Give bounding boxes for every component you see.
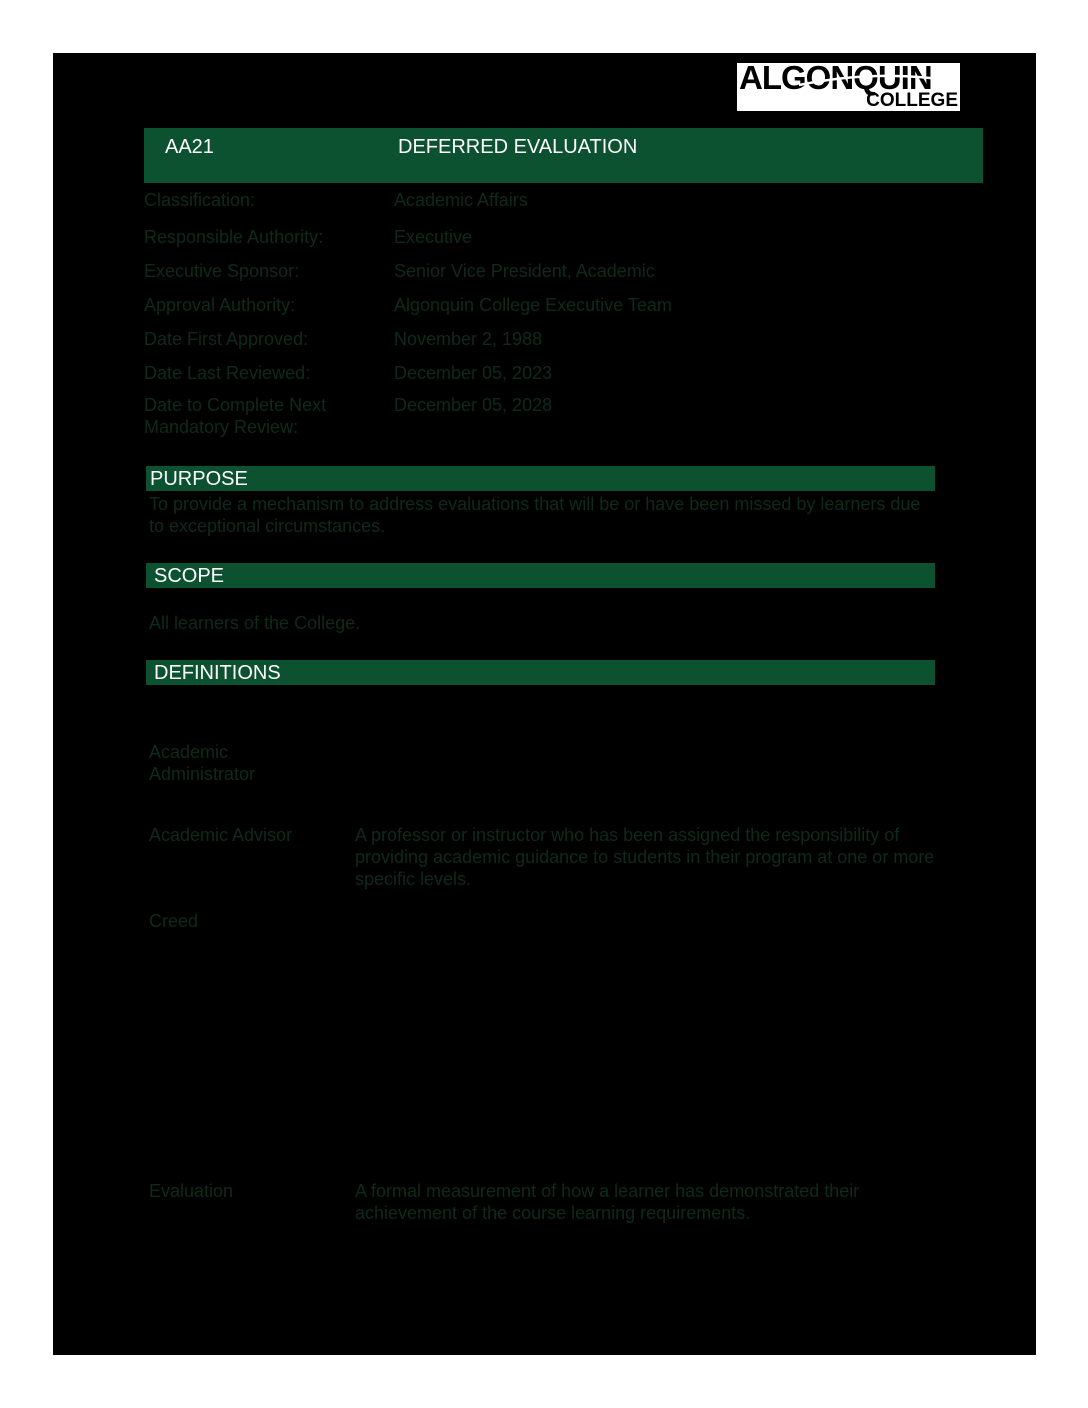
logo-line-2: COLLEGE bbox=[866, 90, 958, 111]
meta-label-executive-sponsor: Executive Sponsor: bbox=[144, 261, 300, 281]
meta-label-approval-authority: Approval Authority: bbox=[144, 295, 296, 315]
policy-title-bar bbox=[144, 128, 983, 183]
meta-value-responsible-authority: Executive bbox=[394, 227, 473, 247]
scope-text: All learners of the College. bbox=[149, 613, 361, 633]
purpose-heading: PURPOSE bbox=[150, 468, 248, 490]
policy-code: AA21 bbox=[165, 136, 214, 158]
meta-label-date-last-reviewed: Date Last Reviewed: bbox=[144, 363, 311, 383]
meta-value-classification: Academic Affairs bbox=[394, 190, 528, 210]
definition-term-academic-administrator: Academic Administrator bbox=[149, 742, 256, 784]
meta-value-next-review: December 05, 2028 bbox=[394, 395, 553, 415]
purpose-text: To provide a mechanism to address evaluations that will be or have been missed by learners due to exceptional circumstances. bbox=[149, 494, 921, 536]
document-page bbox=[53, 53, 1036, 1355]
algonquin-college-logo bbox=[737, 59, 960, 111]
meta-label-next-review: Date to Complete Next Mandatory Review: bbox=[144, 395, 327, 437]
meta-value-executive-sponsor: Senior Vice President, Academic bbox=[394, 261, 655, 281]
meta-value-date-first-approved: November 2, 1988 bbox=[394, 329, 543, 349]
definition-text-evaluation: A formal measurement of how a learner has demonstrated their achievement of the course learning requirements. bbox=[355, 1181, 860, 1223]
meta-label-classification: Classification: bbox=[144, 190, 256, 210]
meta-value-approval-authority: Algonquin College Executive Team bbox=[394, 295, 672, 315]
logo-swoosh-icon bbox=[797, 73, 957, 87]
policy-title: DEFERRED EVALUATION bbox=[398, 136, 638, 158]
definition-term-creed: Creed bbox=[149, 911, 199, 931]
purpose-section-header bbox=[146, 466, 935, 491]
scope-heading: SCOPE bbox=[154, 565, 225, 587]
definitions-heading: DEFINITIONS bbox=[154, 662, 281, 684]
meta-label-date-first-approved: Date First Approved: bbox=[144, 329, 309, 349]
definitions-section-header bbox=[146, 660, 935, 685]
definition-term-academic-advisor: Academic Advisor bbox=[149, 825, 293, 845]
meta-value-date-last-reviewed: December 05, 2023 bbox=[394, 363, 553, 383]
definition-term-evaluation: Evaluation bbox=[149, 1181, 234, 1201]
definition-text-academic-advisor: A professor or instructor who has been assigned the responsibility of providing academic guidance to students in their program at one or more specific levels. bbox=[355, 825, 935, 889]
meta-label-responsible-authority: Responsible Authority: bbox=[144, 227, 324, 247]
logo-line-1: ALGONQUIN bbox=[739, 59, 932, 96]
scope-section-header bbox=[146, 563, 935, 588]
